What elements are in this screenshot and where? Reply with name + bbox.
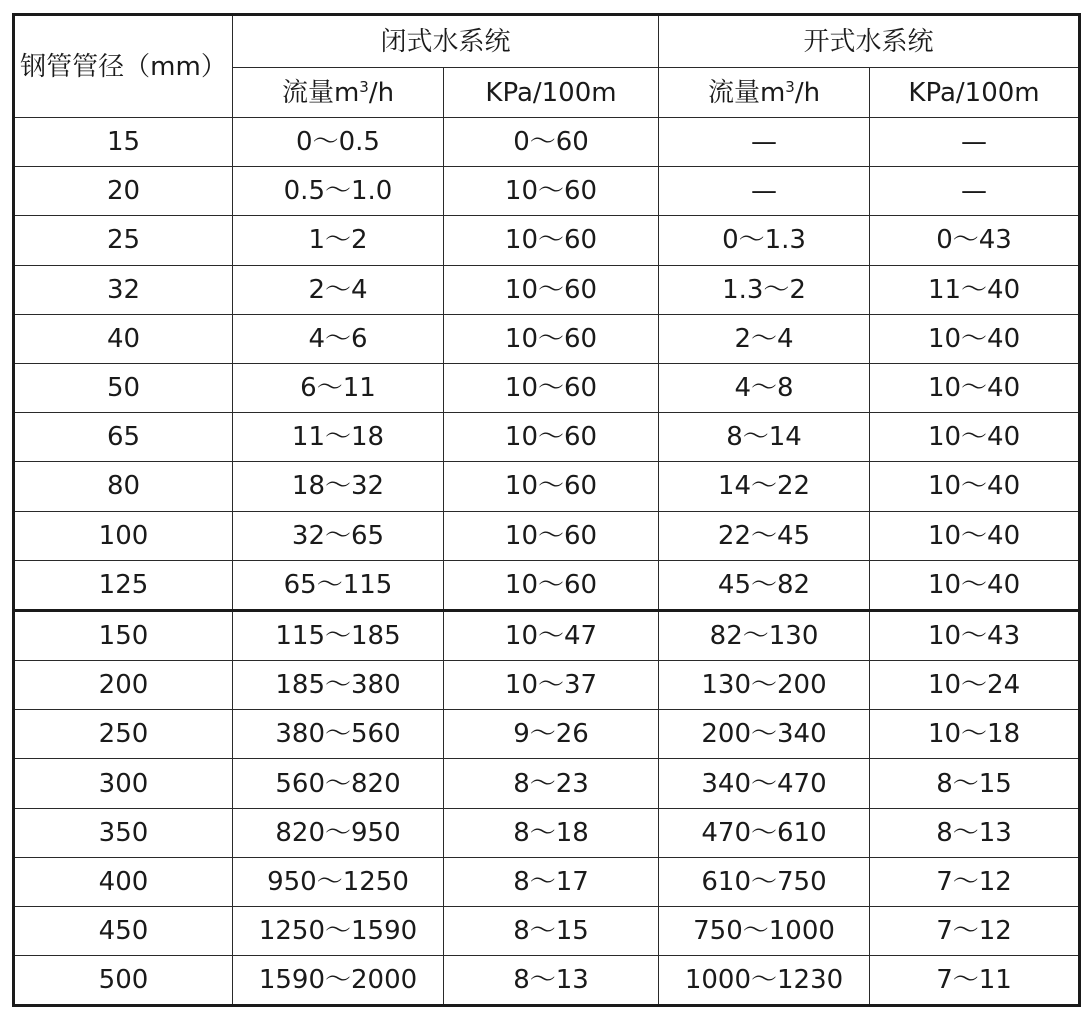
pipe-diameter-cell: 25	[14, 216, 233, 265]
closed-pressure-cell: 10～60	[444, 511, 659, 560]
closed-flow-cell: 1～2	[233, 216, 444, 265]
open-flow-cell: 610～750	[659, 857, 870, 906]
closed-flow-cell: 115～185	[233, 610, 444, 660]
closed-pressure-cell: 10～47	[444, 610, 659, 660]
table-row	[14, 710, 1080, 759]
table-row	[14, 462, 1080, 511]
open-flow-cell: 45～82	[659, 560, 870, 610]
open-pressure-cell: 10～40	[870, 314, 1080, 363]
open-flow-cell: 82～130	[659, 610, 870, 660]
open-pressure-cell: 0～43	[870, 216, 1080, 265]
open-pressure-cell: 10～40	[870, 363, 1080, 412]
table-row	[14, 759, 1080, 808]
pipe-sizing-table-sheet	[12, 13, 1078, 1004]
open-pressure-cell: 7～12	[870, 857, 1080, 906]
pipe-diameter-cell: 250	[14, 710, 233, 759]
open-pressure-cell: —	[870, 118, 1080, 167]
closed-flow-cell: 6～11	[233, 363, 444, 412]
pipe-diameter-cell: 500	[14, 956, 233, 1006]
closed-pressure-cell: 8～17	[444, 857, 659, 906]
closed-pressure-cell: 10～60	[444, 216, 659, 265]
closed-flow-cell: 1250～1590	[233, 907, 444, 956]
pipe-diameter-cell: 65	[14, 413, 233, 462]
open-system-header: 开式水系统	[659, 15, 1080, 68]
pipe-diameter-cell: 50	[14, 363, 233, 412]
open-flow-cell: 750～1000	[659, 907, 870, 956]
closed-flow-cell: 820～950	[233, 808, 444, 857]
closed-flow-cell: 185～380	[233, 661, 444, 710]
open-pressure-cell: 10～43	[870, 610, 1080, 660]
closed-flow-cell: 1590～2000	[233, 956, 444, 1006]
closed-flow-cell: 380～560	[233, 710, 444, 759]
pipe-diameter-cell: 32	[14, 265, 233, 314]
pipe-diameter-cell: 200	[14, 661, 233, 710]
open-pressure-header: KPa/100m	[870, 68, 1080, 118]
open-flow-cell: 340～470	[659, 759, 870, 808]
table-row	[14, 808, 1080, 857]
pipe-diameter-cell: 20	[14, 167, 233, 216]
closed-flow-cell: 0～0.5	[233, 118, 444, 167]
closed-pressure-cell: 0～60	[444, 118, 659, 167]
open-flow-cell: 470～610	[659, 808, 870, 857]
open-pressure-cell: 8～15	[870, 759, 1080, 808]
closed-pressure-cell: 8～23	[444, 759, 659, 808]
table-row	[14, 314, 1080, 363]
table-row	[14, 167, 1080, 216]
closed-flow-cell: 11～18	[233, 413, 444, 462]
closed-pressure-cell: 8～13	[444, 956, 659, 1006]
pipe-diameter-cell: 450	[14, 907, 233, 956]
table-row	[14, 363, 1080, 412]
table-row	[14, 610, 1080, 660]
open-flow-cell: 8～14	[659, 413, 870, 462]
open-pressure-cell: 10～24	[870, 661, 1080, 710]
open-pressure-cell: 7～11	[870, 956, 1080, 1006]
open-flow-cell: —	[659, 118, 870, 167]
pipe-sizing-table	[12, 13, 1081, 1007]
closed-flow-cell: 18～32	[233, 462, 444, 511]
open-flow-cell: 14～22	[659, 462, 870, 511]
closed-flow-cell: 2～4	[233, 265, 444, 314]
pipe-diameter-cell: 300	[14, 759, 233, 808]
table-row	[14, 413, 1080, 462]
table-row	[14, 661, 1080, 710]
open-flow-cell: 200～340	[659, 710, 870, 759]
table-row	[14, 907, 1080, 956]
open-flow-cell: 2～4	[659, 314, 870, 363]
table-row	[14, 560, 1080, 610]
closed-flow-cell: 0.5～1.0	[233, 167, 444, 216]
pipe-diameter-cell: 350	[14, 808, 233, 857]
pipe-diameter-cell: 125	[14, 560, 233, 610]
closed-pressure-cell: 8～18	[444, 808, 659, 857]
table-row	[14, 265, 1080, 314]
open-pressure-cell: 10～18	[870, 710, 1080, 759]
closed-pressure-cell: 10～37	[444, 661, 659, 710]
closed-pressure-cell: 10～60	[444, 265, 659, 314]
pipe-diameter-cell: 80	[14, 462, 233, 511]
closed-pressure-cell: 8～15	[444, 907, 659, 956]
closed-pressure-cell: 10～60	[444, 413, 659, 462]
open-flow-cell: 1000～1230	[659, 956, 870, 1006]
table-row	[14, 216, 1080, 265]
closed-pressure-cell: 10～60	[444, 314, 659, 363]
table-row	[14, 118, 1080, 167]
closed-flow-cell: 32～65	[233, 511, 444, 560]
pipe-diameter-cell: 150	[14, 610, 233, 660]
pipe-diameter-cell: 400	[14, 857, 233, 906]
pipe-diameter-cell: 15	[14, 118, 233, 167]
closed-flow-cell: 950～1250	[233, 857, 444, 906]
closed-pressure-cell: 10～60	[444, 167, 659, 216]
closed-pressure-cell: 10～60	[444, 363, 659, 412]
open-pressure-cell: 10～40	[870, 560, 1080, 610]
open-pressure-cell: 8～13	[870, 808, 1080, 857]
closed-pressure-cell: 9～26	[444, 710, 659, 759]
open-pressure-cell: —	[870, 167, 1080, 216]
pipe-diameter-cell: 40	[14, 314, 233, 363]
open-flow-cell: 130～200	[659, 661, 870, 710]
closed-pressure-header: KPa/100m	[444, 68, 659, 118]
closed-flow-cell: 560～820	[233, 759, 444, 808]
closed-pressure-cell: 10～60	[444, 462, 659, 511]
table-row	[14, 857, 1080, 906]
table-row	[14, 511, 1080, 560]
closed-flow-cell: 65～115	[233, 560, 444, 610]
open-pressure-cell: 10～40	[870, 462, 1080, 511]
open-pressure-cell: 11～40	[870, 265, 1080, 314]
closed-flow-header: 流量$m^3/h$	[233, 68, 444, 118]
pipe-diameter-cell: 100	[14, 511, 233, 560]
closed-system-header: 闭式水系统	[233, 15, 659, 68]
open-pressure-cell: 10～40	[870, 511, 1080, 560]
open-flow-header: 流量$m^3/h$	[659, 68, 870, 118]
open-pressure-cell: 7～12	[870, 907, 1080, 956]
table-row	[14, 956, 1080, 1006]
open-flow-cell: 1.3～2	[659, 265, 870, 314]
closed-pressure-cell: 10～60	[444, 560, 659, 610]
open-flow-cell: 22～45	[659, 511, 870, 560]
open-pressure-cell: 10～40	[870, 413, 1080, 462]
open-flow-cell: 0～1.3	[659, 216, 870, 265]
open-flow-cell: —	[659, 167, 870, 216]
closed-flow-cell: 4～6	[233, 314, 444, 363]
open-flow-cell: 4～8	[659, 363, 870, 412]
pipe-diameter-header: 钢管管径（mm）	[14, 15, 233, 118]
